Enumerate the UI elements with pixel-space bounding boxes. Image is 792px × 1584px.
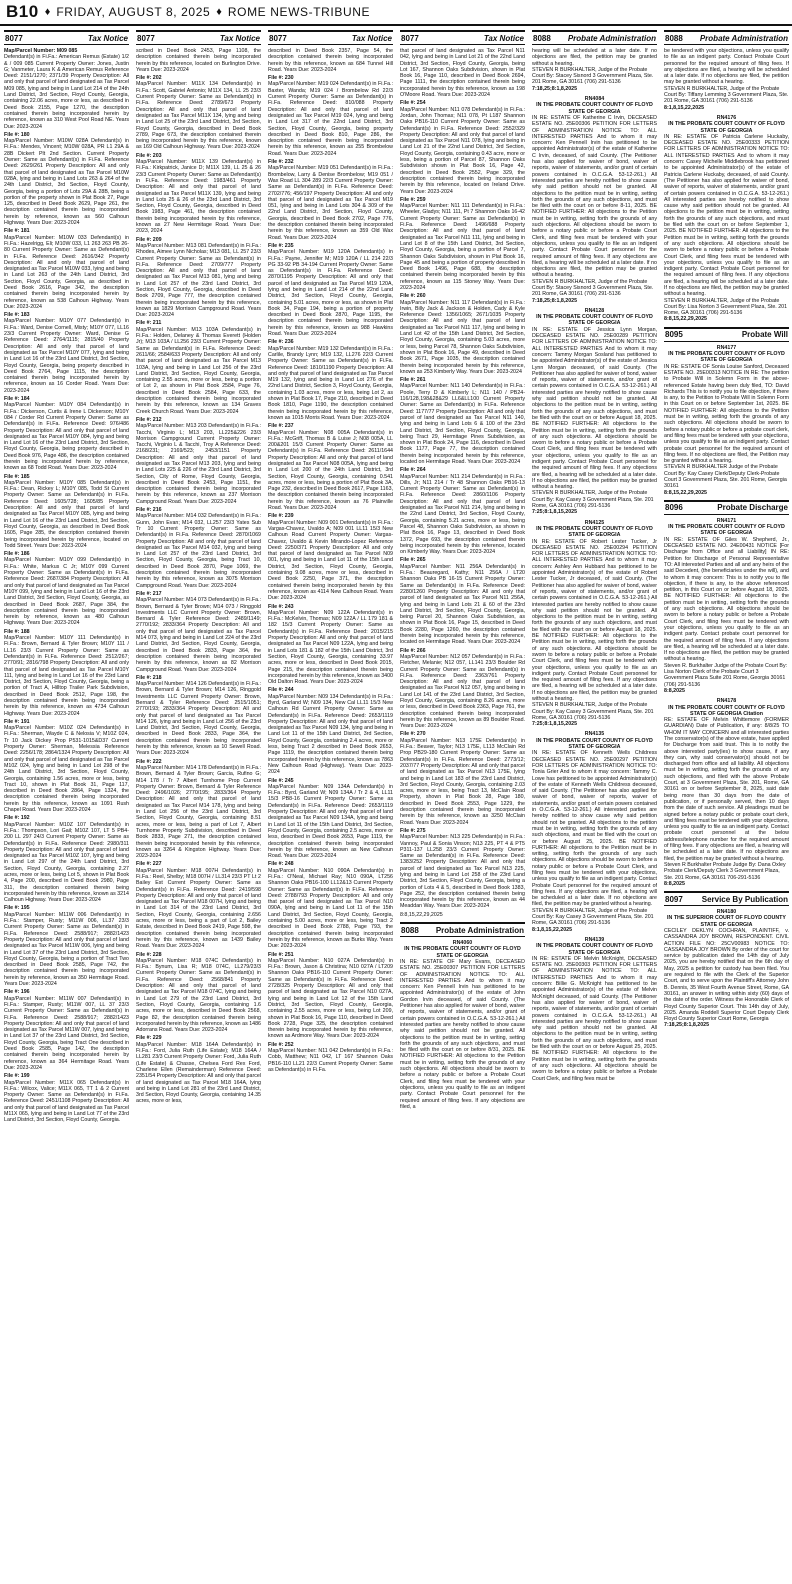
publication-date: FRIDAY, AUGUST 8, 2025 — [56, 5, 211, 19]
notice-signature: STEVEN R BURKHALTER, Judge of the Probate Court By: Kay Casey 3 Government Plaza, Ste. 201 Rome, GA 30161 (706) 291-5136 — [532, 907, 654, 927]
entry-text: scribed in Deed Book 2453, Page 1108, the description contained therein being incorporated herein by this reference, located on Burlington Drive. Years Due: 2023-2024 — [136, 48, 261, 73]
category-code: 8077 — [269, 33, 287, 43]
notice-court: IN THE PROBATE COURT COUNTY OF FLOYD STATE OF GEORGIA — [536, 102, 653, 115]
legal-notice — [400, 940, 525, 1110]
tax-notice-entry — [4, 132, 129, 226]
entry-file-number: File #: 216 — [136, 507, 162, 514]
entry-file-number: File #: 261 — [400, 377, 426, 384]
notice-run-dates: 7:18,25;8:1,8,2025 — [532, 297, 578, 304]
tax-notice-entry — [268, 75, 393, 157]
notice-number: RN4178 — [716, 698, 737, 705]
notice-run-dates: 8:8,15,22,29,2025 — [664, 316, 708, 323]
tax-notice-entry — [136, 153, 261, 235]
legal-notice — [532, 731, 657, 933]
notice-number: RN4176 — [716, 114, 737, 121]
notice-court: IN THE PROBATE COURT COUNTY OF FLOYD STATE OF GEORGIA — [404, 946, 521, 959]
entry-file-number: File #: 265 — [400, 557, 426, 564]
tax-notice-entry — [4, 312, 129, 394]
entry-text: Map/Parcel Number: M11X 065 Defendant(s) in Fi.Fa.: Wilcox, Valice; M11X 065, TT 1 & 2 Current Property Owner: Same as Defendant(s) in Fi.Fa. Reference Deed: 2451/1108 Property Description: All and only that parcel of land designated as Tax Parcel M11X 065, lying and being in Land Lot 77 of the 23rd Land District, 3rd Section, Floyd County, Georgia. — [4, 1079, 129, 1124]
entry-text: Map/Parcel Number: N13 175E Defendant(s) in Fi.Fa.: Beaver, Taylor; N13 175E, L113 McClain Rd Prop PB29-180 Current Property Owner: Same as Defendant(s) in Fi.Fa. Reference Deed: 2773/12; 2037/77 Property Description: All and only that parcel of land designated as Tax Parcel N13 175E, lying and being in Land Lot 183 of the 23rd Land District, 3rd Section, Floyd County, Georgia, containing 2.03 acres, more or less, being Tract 13, McClain Road Property, shown in Plat Book 28, Page 180, described in Deed Book 2553, Page 1229, the description contained therein being incorporated herein by this reference, known as 3250 McClain Road. Years Due: 2023-2024 — [400, 737, 525, 826]
entry-file-number: File #: 211 — [136, 320, 162, 327]
separator-diamond-icon: ♦ — [44, 6, 51, 18]
tax-notice-entry — [136, 675, 261, 757]
tax-notice-entry — [268, 339, 393, 421]
entry-file-number: File #: 248 — [268, 861, 294, 868]
category-header-tax-notice — [4, 30, 129, 45]
category-title: Tax Notice — [87, 33, 128, 43]
category-header-probate-will — [664, 327, 789, 342]
entry-text: 8:8,15,22,29,2025 — [400, 911, 443, 918]
tax-notice-entry — [136, 952, 261, 1034]
entry-list — [136, 48, 261, 1105]
entry-text: Map/Parcel Number: M10Y 085 Defendant(s) in Fi.Fa.: Dean, Rickey L; M10Y 085, Todd St Current Property Owner: Same as Defendant(s) in Fi.Fa. Reference Deed: 1605/728; 1605/85 Property Description: All and only that parcel of land designated as Tax Parcel M10Y 085, lying and being in Land Lot 16 of the 23rd Land District, 3rd Section, Floyd County, Georgia, as described in Deed Book 1605, Page 285, the description contained therein being incorporated herein by reference, located on Todd Street. Years Due: 2023-2024 — [4, 479, 129, 549]
tax-notice-entry — [136, 237, 261, 319]
entry-file-number: File #: 232 — [268, 159, 294, 166]
entry-text: Map/Parcel Number: M19 024 Defendant(s) in Fi.Fa.: Baxter, Wanda; M19 024 / Brombelow Rd 22/3 Current Property Owner: Same as Defendant(s) in Fi.Fa. Reference Deed: 810/088 Property Description: All and only that parcel of land designated as Tax Parcel M19 024, lying and being in Land Lot 317 of the 22nd Land District, 3rd Section, Floyd County, Georgia, being property described in Deed Book 810, Page 286, the description contained therein being incorporated herein by this reference, known as 255 Brombelow Road. Years Due: 2023-2024 — [268, 81, 393, 157]
entry-text: Map/Parcel Number: N12 057 Defendant(s) in Fi.Fa.: Fletcher, Melanie; N12 057, LL141 23/3 Boulder Rd Current Property Owner: Same as Defendant(s) in Fi.Fa. Reference Deed: 2363/761 Property Description: All and only that parcel of land designated as Tax Parcel N12 057, lying and being in Land Lot 141 of the 23rd Land District, 3rd Section, Floyd County, Georgia, containing 8.26 acres, more or less, described in Deed Book 2363, Page 761, the description contained therein being incorporated herein by this reference, known as 89 Boulder Road. Years Due: 2023-2024 — [400, 653, 525, 730]
tax-notice-entry — [400, 293, 525, 375]
notice-number: RN4177 — [716, 344, 737, 351]
entry-text: Map/Parcel Number: M11W 006 Defendant(s) in Fi.Fa.: Stamper, Rusty; M11W 006, LL37 23/3 Current Property Owner: Same as Defendant(s) in Fi.Fa. Reference Deed: 2588/917; 2882/1423 Property Description: All and only that parcel of land designated as Tax Parcel M11W 006, lying and being in Land Lot 37 of the 23rd Land District, 3rd Section, Floyd County, Georgia, being a portion of Tract Two described in Deed Book 2585, Page 742, the description contained therein being incorporated herein by reference, known as 350 Hermitage Road. Years Due: 2023-2024 — [4, 911, 129, 988]
entry-file-number: File #: 251 — [268, 951, 294, 958]
entry-text: Map/Parcel Number: M10Y 084 Defendant(s) in Fi.Fa.: Dickerson, Curtis & Irene L Dickerson; M10Y 084 / Corder Rd Current Property Owner: Same as Defendant(s) in Fi.Fa. Reference Deed: 976/486 Property Description: All and only that parcel of land designated as Tax Parcel M10Y 084, lying and being in Land Lot 16 of the 23rd Land District, 3rd Section, Floyd County, Georgia, being property described in Deed Book 976, Page 486, the description contained therein being incorporated herein by reference, known as 68 Todd Road. Years Due: 2023-2024 — [4, 402, 129, 472]
tax-notice-entry — [400, 48, 525, 98]
category-header-probate-discharge — [664, 500, 789, 515]
category-code: 8097 — [665, 894, 683, 904]
notice-list — [664, 48, 789, 323]
tax-notice-entry — [268, 513, 393, 601]
entry-text: Map/Parcel Number: M10W 033 Defendant(s) in Fi.Fa.: Hazelrigg, Eli; M10W 033, L1 263 263 PB 26-80 Current Property Owner: Same as Defendant(s) in Fi.Fa. Reference Deed: 2616/342 Property Description: All and only that parcel of land designated as Tax Parcel M10W 033, lying and being in Land Lot 263 of the 24th Land District, 3rd Section, Floyd County, Georgia, as described in Deed Book 2616, Page 342, the description contained therein being incorporated herein by reference, known as 538 Calhoun Highway. Years Due: 2023-2024 — [4, 234, 129, 310]
notice-signature: Steven R Burkhalter Probate Judge By: Dana Oxley Probate Clerk/Deputy Clerk 3 Government Plaza, Ste. 201 Rome, GA 30161 706-291-5136 — [664, 861, 786, 881]
category-code: 8088 — [665, 33, 683, 43]
category-title: Probate Administration — [699, 33, 788, 43]
entry-file-number: File #: 239 — [268, 513, 294, 520]
entry-text: Map/Parcel Number: N11 078 Defendant(s) in Fi.Fa.: Jordan, John Thomas; N11 078, Pt L187 Shannon Oaks PB16-110 Current Property Owner: Same as Defendant(s) in Fi.Fa. Reference Deed: 2552/329 Property Description: All and only that parcel of land designated as Tax Parcel N11 078, lying and being in Land Lot 21 of the 22nd Land District, 3rd Section, Floyd County, Georgia, containing 0.43 acre, more or less, being a portion of Parcel 87, Shannon Oaks Subdivision shown in Plat Book 16, Page 42, described in Deed Book 2552, Page 329, the description contained therein being incorporated herein by this reference, located on Ireland Drive. Years Due: 2023-2024 — [400, 106, 525, 195]
legal-notice — [664, 48, 789, 111]
entry-text: Map/Parcel Number: N08 005A Defendant(s) in Fi.Fa.: McGriff, Thomas B & Luise J; N08 005A, LL 200&201 15/3 Current Property Owner: Same as Defendant(s) in Fi.Fa. Reference Deed: 2611/1644 Property Description: All and only that parcel of land designated as Tax Parcel N08 005A, lying and being in Land Lot 200 of the 24th Land District, 3rd Section, Floyd County, Georgia, containing 0.541 acres, more or less, being a portion of Plat Book 3A, Page 232, described in Deed Book 2617, Page 1163, the description contained therein being incorporated herein by this reference, known as 76 Plainville Road. Years Due: 2023-2024 — [268, 429, 393, 512]
notice-run-dates: 8:8,15,22,29,2025 — [664, 489, 708, 496]
notice-body: IN RE: ESTATE OF Patricia Carlene Huckaby, DECEASED ESTATE NO. 25E00333 PETITION FOR LETTERS OF ADMINISTRATION NOTICE TO: ALL INTERESTED PARTIES And to whom it may concern: Casey Michelle Middlebrook has petitioned to be appointed Administrator(s) of the estate of Patricia Carlene Huckaby, deceased, of said County. (The Petitioner has also applied for waiver of bond, waiver of reports, waiver of statements, and/or grant of certain powers contained in O.C.G.A. 53-12-261.) All interested parties are hereby notified to show cause why said petition should not be granted. All objections to the petition must be in writing, setting forth the grounds of any such objections, and must be filed with the court on or before September 1, 2025. BE NOTIFIED FURTHER: All objections to the Petition must be in writing, setting forth the grounds of any such objections. All objections should be sworn to before a notary public or before a Probate Court Clerk, and filing fees must be tendered with your objections, unless you qualify to file as an indigent party. Contact Probate Court personnel for the required amount of filing fees. If any objections are filed, a hearing will be scheduled at a later date. If no objections are filed, the petition may be granted without a hearing. — [664, 133, 789, 298]
notice-body: CECILEY DEKLYN COCHRAN, PLAINTIFF, v. CASSANDRA JOY BROWN, RESPONDENT. CIVIL ACTION FILE NO: 25CV00983 NOTICE TO: CASSANDRA JOY BROWN By order of the court for service by publication dated the 14th day of July 2025, you are hereby notified that on the 6th day of May, 2025 a petition for custody has been filed. You are required to file with the Clerk of the Superior Court, and to serve upon the Plaintiff's Attorney John B. Dennis, 35 West Fourth Avenue Street, Rome, GA 30161, an answer in writing within sixty (60) days of the date of the order. Witness the Honorable Clerk of Floyd County Superior Court. This 14th day of July, 2025. Amanda Roddell Superior Court Deputy Clerk Floyd County Superior Court Rome, Georgia — [664, 928, 789, 1023]
notice-run-dates: 8:1,8,15,22,2025 — [664, 104, 705, 111]
entry-file-number: File #: 243 — [268, 603, 294, 610]
tax-notice-entry — [268, 687, 393, 775]
entry-text: Map/Parcel Number: N10 027A Defendant(s) in Fi.Fa.: Brown, Jason & Christina; N10 027A / LT209 Shannon Oaks PB16-110 Current Property Owner: Same as Defendant(s) in Fi.Fa. Reference Deed: 2728/325 Property Description: All and only that parcel of land designated as Tax Parcel N10 027A, lying and being in Land Lot 12 of the 15th Land District, 3rd Section, Floyd County, Georgia, containing 2.55 acres, more or less, being Lot 209, shown in Plat Book 16, Page 110, described in Deed Book 2728, Page 325, the description contained therein being incorporated herein by this reference, known as Ardmore Way. Years Due: 2023-2024 — [268, 957, 393, 1040]
notice-court: IN THE PROBATE COURT COUNTY OF FLOYD STATE OF GEORGIA — [668, 524, 785, 537]
notice-court: IN THE PROBATE COURT COUNTY OF FLOYD STATE OF GEORGIA — [668, 351, 785, 364]
tax-notice-entry — [268, 159, 393, 241]
entry-text: Map/Parcel Number: M13 103A Defendant(s) in Fi.Fa.: Holden, Delaney & Thomas Everett (Holden Jr); M13 103A / LL256 23/3 Current Property Owner: Same as Defendant(s) in Fi.Fa. Reference Deed: 2611/66; 2584/633 Property Description: All and only that parcel of land designated as Tax Parcel M13 103A, lying and being in Land Lot 256 of the 23rd Land District, 3rd Section, Floyd County, Georgia, containing 2.55 acres, more or less, being a portion of Lot 2, as shown in Plat Book 2584, Page 76, described in Deed Book 2584, Page 633, the description contained therein being incorporated herein by this reference, known as 134 Graves Creek Church Road. Years Due: 2023-2024 — [136, 326, 261, 415]
category-title: Probate Will — [741, 330, 788, 340]
entry-file-number: File #: 185 — [4, 473, 30, 480]
notice-run-dates: 8:1,8,15,22,2025 — [532, 926, 573, 933]
category-header-probate-admin — [400, 922, 525, 937]
notice-body: IN RE: ESTATE OF Sonia Louise Sanford, Deceased ESTATE NO. 25E00313 NOTICE IN RE: The petition to Probate Will in Solemn Form in the above-referenced Estate having been duly filed, TO: David Richards This is to notify you to file objection, if there is any, to the Petition to Probate Will in Solemn Form in this Court on or before September 1st, 2025. BE NOTIFIED FURTHER: All objections to the Petition must be in writing, setting forth the grounds of any such objections. All objections should be sworn to before a notary public or before a probate court clerk, and filing fees must be tendered with your objections, unless you qualify to file as an indigent party. Contact probate court personnel for the required amount of filing fees. If no objections are filed, the Petition may be granted without a hearing. — [664, 363, 789, 465]
separator-diamond-icon-2: ♦ — [216, 6, 222, 18]
entry-file-number: Map/Parcel Number: M09 085 — [4, 48, 78, 54]
notice-body: IN RE: ESTATE OF Melvin McKnight, DECEASED ESTATE NO. 25E00303 PETITION FOR LETTERS OF ADMINISTRATION NOTICE TO: ALL INTERESTED PARTIES And to whom it may concern: Billie G. McKnight has petitioned to be appointed Administrator(s) of the estate of Melvin McKnight deceased, of said County. (The Petitioner has also applied for waiver of bond, waiver of reports, waiver of statements, and/or grant of certain powers contained in O.C.G.A. 53-12-261.) All interested parties are hereby notified to show cause why said petition should not be granted. All objections to the petition must be in writing, setting forth the grounds of any such objections, and must be filed with the court on or before August 25, 2025. BE NOTIFIED FURTHER: All objections to the Petition must be in writing, setting forth the grounds of any such objections. All objections should be sworn to before a notary public or before a Probate Court Clerk, and filing fees must be — [532, 955, 657, 1082]
entry-text: Map/Parcel Number: M14 178 Defendant(s) in Fi.Fa.: Brown, Bernard & Tyler Brown; Garcia, Rufino G; M14 178 / Tr 7 Albert Turnhome Prop Current Property Owner: Brown, Bernard & Tyler Reference Deed: 2496/1026; 2770/195; 2833/364 Property Description: All and only that parcel of land designated as Tax Parcel M14 178, lying and being in Land Lot 256 of the 23rd Land District, 3rd Section, Floyd County, Georgia, containing 8.51 acres, more or less, being a part of Lot 7, Albert Turnhome Property Subdivision, described in Deed Book 2833, Page 271, the description contained therein being incorporated herein by this reference, known as 3264 & Kingston Highway. Years Due: 2023-2024 — [136, 764, 261, 860]
notice-court: IN THE PROBATE COURT COUNTY OF FLOYD STATE OF GEORGIA — [536, 737, 653, 751]
category-header-tax-notice — [268, 30, 393, 45]
entry-file-number: File #: 222 — [136, 758, 162, 765]
notice-run-dates: 7:18,25;8:1,8,2025 — [664, 1022, 710, 1029]
entry-text: Map/Parcel Number: N09 122A Defendant(s) in Fi.Fa.: McKelvin, Thomas; N09 122A / LL 179 181 & 182 15/3 Current Property Owner: Same as Defendant(s) in Fi.Fa. Reference Deed: 2015/215 Property Description: All and only that parcel of land designated as Tax Parcel N09 122A, lying and being in Land Lots 181 & 182 of the 15th Land District, 3rd Section, Floyd County, Georgia, containing 33.97 acres, more or less, described in Deed Book 2015, Page 215, the description contained therein being incorporated herein by this reference, known as 3400 Old Dalton Road. Years Due: 2023-2024 — [268, 609, 393, 686]
entry-file-number: File #: 252 — [268, 1041, 294, 1048]
entry-file-number: File #: 260 — [400, 293, 426, 300]
notice-body: hearing will be scheduled at a later date. If no objections are filed, the petition may be granted without a hearing. — [532, 48, 657, 67]
entry-file-number: File #: 236 — [268, 339, 294, 346]
notice-number: RN4135 — [584, 731, 605, 738]
entry-file-number: File #: 230 — [268, 75, 294, 82]
notice-body: IN RE: ESTATE OF Giles W. Shepherd, Jr., DECEASED ESTATE NO. 24E00431 NOTICE [For Discharge from Office and all Liability] IN RE: Petition for Discharge of Personal Representative TO: All interested Parties and all and any heirs of the said Decedent, (the beneficiaries under the will), and to whom it may concern: This is to notify you to file objection, if there is any, to the above referenced petition, in this Court on or before August 18, 2025. BE NOTIFIED FURTHER: All objections to the petition must be in writing, setting forth the grounds of any such objections. All objections should be sworn to before a notary public or before a Probate Court Clerk, and filing fees must be tendered with your objections, unless you qualify to file as an indigent party. Contact probate court personnel for the required amount of filing fees. If any objections are filed, a hearing will be scheduled at a later date. If no objections are filed, the petition may be granted without a hearing. — [664, 536, 789, 663]
entry-text: Map/Parcel Number: M10Y 077 Defendant(s) in Fi.Fa.: Ward, Denise Cornell, Misty; M10Y 077, LL16 23/3 Current Property Owner: Ward, Denise G Reference Deed: 2764/1115; 2815/40 Property Description: All and only that parcel of land designated as Tax Parcel M10Y 077, lying and being in Land Lot 16 of the 23rd Land District, 3rd Section, Floyd County, Georgia, being property described in Deed Book 2764, Page 1115, the description contained therein being incorporated herein by reference, known as 16 Corder Road. Years Due: 2023-2024 — [4, 318, 129, 394]
entry-text: Map/Parcel Number: M14 073 Defendant(s) in Fi.Fa.: Brown, Bernard & Tyler Brown; M14 073 / Ringgold Investments LLC Current Property Owner: Brown, Bernard & Tyler Reference Deed: 2489/1149; 2770/192; 2833/364 Property Description: All and only that parcel of land designated as Tax Parcel M14 073, lying and being in Land Lot 224 of the 23rd Land District, 3rd Section, Floyd County, Georgia, described in Deed Book 2833, Page 364, the description contained therein being incorporated herein by this reference, known as 82 Morrison Campground Road. Years Due: 2023-2024 — [136, 597, 261, 673]
notice-court: IN THE PROBATE COURT COUNTY OF FLOYD STATE OF GEORGIA — [536, 943, 653, 956]
entry-file-number: File #: 227 — [136, 861, 162, 868]
legal-notice — [532, 520, 657, 728]
tax-notice-entry — [4, 551, 129, 627]
category-code: 8096 — [665, 503, 683, 513]
tax-notice-entry — [136, 48, 261, 73]
category-header-tax-notice — [136, 30, 261, 45]
tax-notice-entry — [136, 759, 261, 860]
tax-notice-entry — [400, 197, 525, 291]
notice-court: IN THE PROBATE COURT COUNTY OF FLOYD STATE OF GEORGIA — [668, 121, 785, 134]
entry-text: Map/Parcel Number: M10W 028A Defendant(s) in Fi.Fa.: Mendes, Vincent; M10W 028A, PR L1 29A & 28B Dickert Plt 2nd Section. Current Property Owner: Same as Defendant(s) in Fi.Fa. Reference Deed: 2629/261 Property Description: All and only that parcel of land designated as Tax Parcel M10W 028A, lying and being in Land Lots 263 & 264 of the 24th Land District, 3rd Section, Floyd County, Georgia, being a portion of Lots 29A & 28B, being a portion of the property shown in Plat Book 27, Page 125, described in Deed Book 2629, Page 261, the description contained therein being incorporated herein by reference, known as 560 Calhoun Highway. Years Due: 2023-2024 — [4, 138, 129, 227]
entry-text: Map/Parcel Number: M13 203 Defendant(s) in Fi.Fa.: Tacchi, Virginio L; M13 203, LL225&226 23/3 Morrison Campground Current Property Owner: Tacchi, Virginio L & Tacchi, Troy A Reference Deed: 2168/231; 2169/523; 2453/1151 Property Description: All and only that parcel of land designated as Tax Parcel M13 203, lying and being in Land Lots 225 & 226 of the 23rd Land District, 3rd Section, City of Rome, Floyd County, Georgia, described in Deed Book 2453, Page 1151, the description contained therein being incorporated herein by this reference, known as 237 Morrison Campground Road. Years Due: 2023-2024 — [136, 423, 261, 505]
notice-run-dates: 8:8,2025 — [664, 687, 685, 694]
tax-notice-entry — [136, 1035, 261, 1104]
category-code: 8095 — [665, 330, 683, 340]
entry-text: Map/Parcel Number: N09 001 Defendant(s) in Fi.Fa.: Vargas-Chavez, Uvaldo A; N09 001 LL11 15/3 New Calhoun Road Current Property Owner: Vargas-Chavez, Uvaldo & Kevin Mirando-Lopez Reference Deed: 2250/371 Property Description: All and only that parcel of land designated as Tax Parcel N09 001, lying and being in Land Lot 11 of the 15th Land District, 3rd Section, Floyd County, Georgia, containing 9.08 acres, more or less, described in Deed Book 2250, Page 371, the description contained therein being incorporated herein by this reference, known as 4114 New Calhoun Road. Years Due: 2023-2024 — [268, 519, 393, 602]
entry-list — [4, 48, 129, 1124]
entry-file-number: File #: 235 — [268, 242, 294, 249]
tax-notice-entry — [136, 861, 261, 949]
notice-signature: STEVEN R BURKHALTER, Judge of the Probate Court By: Lisa Norton 3 Government Plaza, Ste. 201 Rome, GA 30161 (706) 291-5136 — [664, 297, 788, 317]
category-header-tax-notice — [400, 30, 525, 45]
notice-body: IN RE: ESTATE OF Katherine C Irvin, DECEASED ESTATE NO. 25E00306 PETITION FOR LETTERS OF ADMINISTRATION NOTICE TO: ALL INTERESTED PARTIES And to whom it may concern: Ken Pennell Irvin has petitioned to be appointed Administrator(s) of the estate of Katherine C Irvin, deceased, of said County. (The Petitioner has also applied for waiver of bond, waiver of reports, waiver of statements, and/or grant of certain powers contained in O.C.G.A. 53-12-261.) All interested parties are hereby notified to show cause why said petition should not be granted. All objections to the petition must be in writing, setting forth the grounds of any such objections, and must be filed with the court on or before 8-11, 2025. BE NOTIFIED FURTHER: All objections to the Petition must be in writing, setting forth the grounds of any such objections. All objections should be sworn to before a notary public or before a Probate Court Clerk, and filing fees must be tendered with your objections, unless you qualify to file as an indigent party. Contact Probate Court personnel for the required amount of filing fees. If any objections are filed, a hearing will be scheduled at a later date. If no objections are filed, the petition may be granted without a hearing. — [532, 114, 657, 279]
legal-notice — [664, 909, 789, 1029]
tax-notice-entry — [4, 228, 129, 310]
entry-text: Map/Parcel Number: M19 120A Defendant(s) in Fi.Fa.: Payne, Jennifer M; M19 120A / LL 214 22/3 PG 33-92 PB 34-194 Current Property Owner: Same as Defendant(s) in Fi.Fa. Reference Deed: 2870/1195 Property Description: All and only that parcel of land designated as Tax Parcel M19 120A, lying and being in Land Lot 214 of the 22nd Land District, 3rd Section, Floyd County, Georgia, containing 5.01 acres, more or less, as shown in Plat Book 34, Page 194, being a portion of property described in Deed Book 2870, Page 1195, the description contained therein being incorporated herein by this reference, known as 988 Hawkins Road. Years Due: 2023-2024 — [268, 249, 393, 338]
tax-notice-entry — [268, 778, 393, 860]
notice-signature: STEVEN R BURKHALTER, Judge of the Probate Court By: Kay Casey 3 Government Plaza, Ste. 201 Rome, GA 30161 (706) 291-5136 — [532, 702, 654, 721]
entry-file-number: File #: 202 — [136, 75, 162, 82]
tax-notice-entry — [136, 75, 261, 151]
notice-signature: STEVEN R BURKHALTER, Judge of the Probate Court By: Kay Casey 3 Government Plaza, Ste. 201 Rome, GA 30161 (706) 291-5136 — [532, 490, 654, 510]
legal-notice — [664, 115, 789, 323]
category-title: Tax Notice — [483, 33, 524, 43]
entry-text: Map/Parcel Number: M18 074C Defendant(s) in Fi.Fa.: Bynum, Lisa R; M18 074C, LL279/23/3 Current Property Owner: Same as Defendant(s) in Fi.Fa. Reference Deed: 2568/841 Property Description: All and only that parcel of land designated as Tax Parcel M18 074C, lying and being in Land Lot 279 of the 23rd Land District, 3rd Section, Floyd County, Georgia, containing 1.6 acres, more or less, described in Deed Book 2568, Page 82, the description contained therein being incorporated herein by this reference, known as 1486 Adorrans Road. Years Due: 2023-2024 — [136, 957, 261, 1034]
tax-notice-entry — [400, 377, 525, 465]
entry-text: Map/Parcel Number: M19 132 Defendant(s) in Fi.Fa.: Carlile, Brandy Lynn; M19 132, LL276 22/3 Current Property Owner: Same as Defendant(s) in Fi.Fa. Reference Deed: 1810/1190 Property Description: All and only that parcel of land designated as Tax Parcel M19 132, lying and being in Land Lot 276 of the 22nd Land District, Section 3, Floyd County, Georgia, containing 1.03 acres, more or less, being Lot 2, as shown in Plat Book 17, Page 210, described in Deed Book 1810, Page 1190, the description contained therein being incorporated herein by this reference, known as 1015 Morris Road. Years Due: 2023-2024 — [268, 345, 393, 421]
entry-file-number: File #: 229 — [136, 1035, 162, 1042]
legal-notice — [664, 345, 789, 496]
tax-notice-entry — [268, 243, 393, 337]
entry-file-number: File #: 181 — [4, 228, 30, 235]
notice-number: RN4180 — [716, 909, 737, 916]
notice-body: IN RE: ESTATE OF Jessica Lynn Morgan, DECEASED ESTATE NO. 25E00289 PETITION FOR LETTERS OF ADMINISTRATION NOTICE TO: ALL INTERESTED PARTIES And to whom it may concern: Tammy Morgan Sosland has petitioned to be appointed Administrator(s) of the estate of Jessica Lynn Morgan deceased, of said County. (The Petitioner has also applied for waiver of bond, waiver of reports, waiver of statements, and/or grant of certain powers contained in O.C.G.A. 53-12-261.) All interested parties are hereby notified to show cause why said petition should not be granted. All objections to the petition must be in writing, setting forth the grounds of any such objections, and must be filed with the court on or before August 18, 2025. BE NOTIFIED FURTHER: All objections to the Petition must be in writing, setting forth the grounds of any such objections. All objections should be sworn to before a notary public or before a Probate Court Clerk, and filing fees must be tendered with your objections, unless you qualify to file as an indigent party. Contact Probate Court personnel for the required amount of filing fees. If any objections are filed, a hearing will be scheduled at a later date. If no objections are filed, the petition may be granted without a hearing. — [532, 326, 657, 491]
notice-signature: STEVEN R BURKHALTER, Judge of the Probate Court By: Stacey Sisnord 3 Government Plaza, Ste. 201 Rome, GA 30161 (706) 291-5136 — [532, 278, 654, 298]
entry-file-number: File #: 275 — [400, 827, 426, 834]
notice-number: RN4084 — [584, 96, 605, 103]
entry-file-number: File #: 199 — [4, 1073, 30, 1080]
tax-notice-entry — [4, 1073, 129, 1123]
entry-text: Map/Parcel Number: N09 134A Defendant(s) in Fi.Fa.: Byrd, Garland W; N09 134A / Tr 2 & 4, LL11 15/3 PB8-16 Current Property Owner: Same as Defendant(s) in Fi.Fa. Reference Deed: 2653/1119 Property Description: All and only that parcel of land designated as Tax Parcel N09 134A, lying and being in Land Lot 11 of the 15th Land District, 3rd Section, Floyd County, Georgia, containing 2.5 acres, more or less, described in Deed Book 2653, Page 1119, the description contained therein being incorporated herein by this reference, known as New Calhoun Road. Years Due: 2023-2024 — [268, 783, 393, 860]
category-header-service-by-publication — [664, 891, 789, 906]
notice-run-dates: 7:25;8:1,8,15,2025 — [532, 509, 578, 516]
tax-notice-entry — [4, 815, 129, 903]
entry-file-number: File #: 186 — [4, 551, 30, 558]
notice-body: be tendered with your objections, unless you qualify to file as an indigent party. Contact Probate Court personnel for the required amount of filing fees. If any objections are filed, a hearing will be scheduled at a later date. If no objections are filed, the petition may be granted without a hearing. — [664, 48, 789, 86]
notice-list — [664, 518, 789, 887]
entry-file-number: File #: 209 — [136, 236, 162, 243]
legal-notice — [532, 48, 657, 92]
entry-text: Map/Parcel Number: M11X 134 Defendant(s) in Fi.Fa.: Scott, Gabriel Antonio; M11X 134, LL 25 23/3 Current Property Owner: Same as Defendant(s) in Fi.Fa. Reference Deed: 2789/673 Property Description: All and only that parcel of land designated as Tax Parcel M11X 134, lying and being in Land Lot 25 of the 23rd Land District, 3rd Section, Floyd County, Georgia, described in Deed Book 2789, Page 673, the description contained therein being incorporated herein by this reference, known as 169 Old Calhoun Highway. Years Due: 2023-2024 — [136, 81, 261, 151]
entry-file-number: File #: 237 — [268, 423, 294, 430]
category-title: Tax Notice — [351, 33, 392, 43]
notice-signature: STEVEN R BURKHALTER, Judge of the Probate Court By: Stacey Sisnord 3 Government Plaza, Ste. 201 Rome, GA 30161 (706) 291-5136 — [532, 66, 654, 86]
entry-file-number: File #: 188 — [4, 628, 30, 635]
classifieds-columns — [4, 30, 790, 1580]
entry-text: described in Deed Book 2357, Page 54, the description contained therein being incorporated herein by this reference, known as 684 Tunnel Hill Road. Years Due: 2023-2024 — [268, 48, 393, 73]
entry-file-number: File #: 266 — [400, 647, 426, 654]
entry-text: Map/Parcel Number: M11W 007 Defendant(s) in Fi.Fa.: Stamper, Rusty; M11W 007, LL 37 23/3 Current Property Owner: Same as Defendant(s) in Fi.Fa. Reference Deed: 2588/917; 2882/1423 Property Description: All and only that parcel of land designated as Tax Parcel M11W 007, lying and being in Land Lot 37 of the 23rd Land District, 3rd Section, Floyd County, Georgia, being Tract One described in Deed Book 2585, Page 142, the description contained therein being incorporated herein by reference, known as 364 Hermitage Road. Years Due: 2023-2024 — [4, 995, 129, 1071]
entry-file-number: File #: 217 — [136, 590, 162, 597]
notice-run-dates: 8:8,2025 — [664, 880, 685, 887]
entry-file-number: File #: 191 — [4, 718, 30, 725]
category-code: 8088 — [401, 925, 419, 935]
page-masthead — [0, 0, 792, 26]
tax-notice-entry — [4, 396, 129, 472]
category-title: Probate Administration — [567, 33, 656, 43]
entry-file-number: File #: 264 — [400, 467, 426, 474]
notice-number: RN4171 — [716, 517, 737, 524]
entry-text: Map/Parcel Number: M10Y 099 Defendant(s) in Fi.Fa.: White, Markus C Jr; M10Y 099 Current Property Owner: Same as Defendant(s) in Fi.Fa. Reference Deed: 2687/384 Property Description: All and only that parcel of land designated as Tax Parcel M10Y 099, lying and being in Land Lot 16 of the 23rd Land District, 3rd Section, Floyd County, Georgia, as described in Deed Book 2687, Page 384, the description contained therein being incorporated herein by reference, known as 480 Calhoun Highway. Years Due: 2023-2024 — [4, 557, 129, 627]
tax-notice-entry — [400, 557, 525, 645]
notice-run-dates: 7:18,25;8:1,8,2025 — [532, 85, 578, 92]
entry-text: Map/Parcel Number: M10Y 111 Defendant(s) in Fi.Fa.: Brown, Bernard & Tyler Brown; M10Y 111 / LL16 23/3 Current Property Owner: Same as Defendant(s) in Fi.Fa. Reference Deed: 2512/267; 2770/91; 2816/798 Property Description: All and only that parcel of land designated as Tax Parcel M10Y 111, lying and being in Land Lot 16 of the 23rd Land District, 3rd Section, Floyd County, Georgia, being a portion of Tract A, Hilltop Trailer Park Subdivision, described in Deed Book 2512, Page 198, the description contained therein being incorporated herein by this reference, known as 4734 Calhoun Highway. Years Due: 2023-2024 — [4, 635, 129, 717]
entry-text: Map/Parcel Number: N11 042 Defendant(s) in Fi.Fa.: Cobb, Matthew; N11 042, LT 167 Shannon Oaks PB16-110 LL21 22/3 Current Property Owner: Same as Defendant(s) in Fi.Fa. — [268, 1048, 393, 1073]
column-2 — [136, 30, 261, 1580]
notice-signature: STEVEN R BURKHALTER, Judge of the Probate Court By: Tiffany Lemming 3 Government Plaza, Ste. 201 Rome, GA 30161 (706) 291-5136 — [664, 85, 789, 105]
notice-court: IN THE PROBATE COURT COUNTY OF FLOYD STATE OF GEORGIA — [536, 314, 653, 327]
category-header-probate-admin — [664, 30, 789, 45]
entry-file-number: File #: 203 — [136, 152, 162, 159]
entry-text: Map/Parcel Number: M14 126 Defendant(s) in Fi.Fa.: Brown, Bernard & Tyler Brown; M14 126, Ringgold Investments LLC Current Property Owner: Brown, Bernard & Tyler Reference Deed: 2515/1051; 2770/193; 2833/364 Property Description: All and only that parcel of land designated as Tax Parcel M14 126, lying and being in Land Lot 256 of the 23rd Land District, 3rd Section, Floyd County, Georgia, described in Deed Book 2833, Page 364, the description contained therein being incorporated herein by this reference, known as 10 Sewell Road. Years Due: 2023-2024 — [136, 681, 261, 757]
notice-number: RN4125 — [584, 519, 605, 526]
tax-notice-entry — [400, 648, 525, 730]
tax-notice-entry — [4, 48, 129, 130]
entry-text: Map/Parcel Number: N11 256A Defendant(s) in Fi.Fa.: Beauregard, Kathy; N11 256A / LT20 Shannon Oaks PB 16-15 Current Property Owner: Same as Defendant(s) in Fi.Fa. Reference Deed: 2280/1260 Property Description: All and only that parcel of land designated as Tax Parcel N11 256A, lying and being in Land Lots 21 & 60 of the 23rd Land District, 3rd Section, Floyd County, Georgia, being Parcel 20, Shannon Oaks Subdivision, as shown in Plat Book 16, Page 15, described in Deed Book 2280, Page 1260, the description contained therein being incorporated herein by this reference, located on Hermitage Road. Years Due: 2023-2024 — [400, 563, 525, 646]
notice-run-dates: 7:25;8:1,8,15,2025 — [532, 721, 578, 728]
category-code: 8077 — [401, 33, 419, 43]
category-title: Probate Discharge — [717, 503, 788, 513]
category-code: 8077 — [137, 33, 155, 43]
entry-file-number: File #: 218 — [136, 674, 162, 681]
entry-file-number: File #: 196 — [4, 989, 30, 996]
entry-file-number: File #: 192 — [4, 815, 30, 822]
notice-number: RN4128 — [584, 307, 605, 314]
entry-text: Map/Parcel Number: M19 051 Defendant(s) in Fi.Fa.: Brombelow, Larry & Denise Brombelow; M19 051 / Wax Road LL 304 289 22/3 Current Property Owner: Same as Defendant(s) in Fi.Fa. Reference Deed: 2702/776; 456/197 Property Description: All and only that parcel of land designated as Tax Parcel M19 051, lying and being in Land Lots 304 & 309 of the 22nd Land District, 3rd Section, Floyd County, Georgia, described in Deed Book 2702, Page 776, the description contained therein being incorporated herein by this reference, known as 359 Old Wax Road. Years Due: 2023-2024 — [268, 165, 393, 241]
legal-notice — [532, 308, 657, 516]
notice-court: IN THE SUPERIOR COURT OF FLOYD COUNTY STATE OF GEORGIA — [667, 915, 786, 928]
entry-file-number: File #: 254 — [400, 100, 426, 107]
notice-signature: Steven R. Burkhalter Judge of the Probate Court By: Lisa Norton Clerk of the Probate Court 3 Government Plaza Suite 201 Rome, Georgia 30161 (706) 291-5136 — [664, 662, 788, 688]
category-title: Probate Administration — [435, 925, 524, 935]
legal-notice — [532, 96, 657, 304]
tax-notice-entry — [268, 423, 393, 511]
entry-text: Map/Parcel Number: N11 214 Defendant(s) in Fi.Fa.: Dills, Jr; N11 214 / Tr 48 Shannon Oaks PB16-13 Current Property Owner: Same as Defendant(s) in Fi.Fa. Reference Deed: 2860/1106 Property Description: All and only that parcel of land designated as Tax Parcel N11 214, lying and being in the 22nd Land District, 3rd Section, Floyd County, Georgia, containing 5.21 acres, more or less, being Parcel 48, Shannon Oaks Subdivision, as shown in Plat Book 16, Page 13, described in Deed Book 1372, Page 693, the description contained therein being incorporated herein by this reference, located on Kimberly Way. Years Due: 2023-2024 — [400, 473, 525, 556]
legal-notice — [664, 698, 789, 887]
tax-notice-entry — [4, 629, 129, 717]
category-title: Service By Publication — [701, 894, 788, 904]
tax-notice-entry — [136, 507, 261, 589]
tax-notice-entry — [268, 604, 393, 686]
entry-list — [400, 48, 525, 918]
page-number: B10 — [6, 2, 39, 21]
tax-notice-entry — [136, 320, 261, 414]
entry-file-number: File #: 244 — [268, 687, 294, 694]
entry-file-number: File #: 270 — [400, 731, 426, 738]
entry-text: Map/Parcel Number: M11X 139 Defendant(s) in Fi.Fa.: Kirkpatrick, Janice D; M11X 139, LL 25 & 26 23/3 Current Property Owner: Same as Defendant(s) in Fi.Fa. Reference Deed: 1983/461 Property Description: All and only that parcel of land designated as Tax Parcel M11X 139, lying and being in Land Lots 25 & 26 of the 23rd Land District, 3rd Section, Floyd County, Georgia, described in Deed Book 1983, Page 461, the description contained therein being incorporated herein by this reference, known as 27 New Hermitage Road. Years Due: 2023, 2024 — [136, 159, 261, 235]
tax-notice-entry — [268, 861, 393, 949]
entry-text: Map/Parcel Number: N11 117 Defendant(s) in Fi.Fa.: Irwin, Billy Jack & Jackson & Holden, Cady & Kyle Reference Deed: 1356/1065; 2671/1035 Property Description: All and only that parcel of land designated as Tax Parcel N11 117, lying and being in Land Lot 42 of the 15th Land District, 3rd Section, Floyd County, Georgia, containing 5.03 acres, more or less, being Parcel 78, Shannon Oaks Subdivision, shown in Plat Book 16, Page 49, described in Deed Book 2671, Page 1035, the description contained therein being incorporated herein by this reference, known as 253 Kimberly Way. Years Due: 2023-2024 — [400, 299, 525, 375]
column-5 — [532, 30, 657, 1580]
notice-court: IN THE PROBATE COURT COUNTY OF FLOYD STATE OF GEORGIA — [536, 525, 653, 539]
tax-notice-entry — [4, 719, 129, 813]
notice-list — [532, 48, 657, 1082]
entry-text: Map/Parcel Number: N09 134 Defendant(s) in Fi.Fa.: Byrd, Garland W; N09 134, New Cal LL11 15/3 New Calhoun Rd Current Property Owner: Same as Defendant(s) in Fi.Fa. Reference Deed: 2653/1119 Property Description: All and only that parcel of land designated as Tax Parcel N09 134, lying and being in Land Lot 11 of the 15th Land District, 3rd Section, Floyd County, Georgia, containing 2.4 acres, more or less, being Tract 2 described in Deed Book 2653, Page 1119, the description contained therein being incorporated herein by this reference, known as 7863 New Calhoun Road (Highway). Years Due: 2023-2024 — [268, 693, 393, 776]
entry-text: Map/Parcel Number: N11 140 Defendant(s) in Fi.Fa.: Poole, Terry D & Kimberly L; N11 140 / PB24-116/128,198&28&29 LL6&LL100 Current Property Owner: Same as Defendant(s) in Fi.Fa. Reference Deed: 1177/77 Property Description: All and only that parcel of land designated as Tax Parcel N11 140, lying and being in Land Lots 6 & 100 of the 23rd Land District, 3rd Section, Floyd County, Georgia, being Tract 29, Hermitage Pines Subdivision, as shown in Plat Book 24, Page 116, described in Deed Book 1177, Page 77, the description contained therein being incorporated herein by this reference, located on Hermitage Road. Years Due: 2023-2024 — [400, 383, 525, 465]
paper-name: ROME NEWS-TRIBUNE — [227, 5, 371, 19]
entry-file-number: File #: 212 — [136, 416, 162, 423]
tax-notice-entry — [4, 474, 129, 550]
entry-text: Map/Parcel Number: M10Z 107 Defendant(s) in Fi.Fa.: Thompson, Lori Gail; M10Z 107, LT 5 PB4-200 LL 297 24/3 Current Property Owner: Same as Defendant(s) in Fi.Fa. Reference Deed: 2980/311 Property Description: All and only that parcel of land designated as Tax Parcel M10Z 107, lying and being in Land Lot 297 of the 24th Land District, 3rd Section, Floyd County, Georgia, containing 2.27 acres, more or less, being Lot 5, shown in Plat Book 4, Page 200, described in Deed Book 2980, Page 311, the description contained therein being incorporated herein by this reference, known as 3214 Calhoun Highway. Years Due: 2023-2024 — [4, 821, 129, 904]
notice-body: IN RE: ESTATE OF Robert Lester Tucker, Jr DECEASED ESTATE NO. 25E00294 PETITION FOR LETTERS OF ADMINISTRATION NOTICE TO: ALL INTERESTED PARTIES And to whom it may concern: Ashley Ann Hubbard has petitioned to be appointed Administrator(s) of the estate of Robert Lester Tucker, Jr deceased, of said County. (The Petitioner has also applied for waiver of bond, waiver of reports, waiver of statements, and/or grant of certain powers contained in O.C.G.A. 53-12-261.) All interested parties are hereby notified to show cause why said petition should not be granted. All objections to the petition must be in writing, setting forth the grounds of any such objections, and must be filed with the court on or before August 18, 2025. BE NOTIFIED FURTHER: All objections to the Petition must be in writing, setting forth the grounds of any such objections. All objections should be sworn to before a notary public or before a Probate Court Clerk, and filing fees must be tendered with your objections, unless you qualify to file as an indigent party. Contact Probate Court personnel for the required amount of filing fees. If any objections are filed, a hearing will be scheduled at a later date. If no objections are filed, the petition may be granted without a hearing. — [532, 538, 657, 702]
entry-text: Map/Parcel Number: M18 164A Defendant(s) in Fi.Fa.: Ford, Julia Ruth (Life Estate); M18 164A / LL281 23/3 Current Property Owner: Ford, Julia Ruth (Life Estate) & Chasse, Chelsea Ford Rex Ford, Charlene Ellen (Remainderman) Reference Deed: 2351/54 Property Description: All and only that parcel of land designated as Tax Parcel M18 164A, lying and being in Land Lot 281 of the 23rd Land District, 3rd Section, Floyd County, Georgia, containing 14.35 acres, more or less, — [136, 1041, 261, 1105]
category-code: 8077 — [5, 33, 23, 43]
notice-body: IN RE: ESTATE OF Kenneth Wells Childress DECEASED ESTATE NO. 25E00297 PETITION FOR LETTERS OF ADMINISTRATION NOTICE TO: Tonia Grier And to whom it may concern: Tammy C. Lowe has petitioned to be appointed Administrator(s) of the estate of Kenneth Wells Childress deceased, of said County. (The Petitioner has also applied for waiver of bond, waiver of reports, waiver of statements, and/or grant of certain powers contained in O.C.G.A. 53-12-261.) All interested parties are hereby notified to show cause why said petition should not be granted. All objections to the petition must be in writing, setting forth the grounds of any such objections, and must be filed with the court on or before August 25, 2025. BE NOTIFIED FURTHER: All objections to the Petition must be in writing, setting forth the grounds of any such objections. All objections should be sworn to before a notary public or before a Probate Court Clerk, and filing fees must be tendered with your objections, unless you qualify to file as an indigent party. Contact Probate Court personnel for the required amount of filing fees. If any objections are filed, a hearing will be scheduled at a later date. If no objections are filed, the petition may be granted without a hearing. — [532, 750, 657, 908]
legal-notice — [664, 518, 789, 694]
column-4 — [400, 30, 525, 1580]
tax-notice-entry — [268, 952, 393, 1040]
tax-notice-entry — [400, 828, 525, 910]
entry-text: Map/Parcel Number: M14 032 Defendant(s) in Fi.Fa.: Gunn, John Evan; M14 032, LL257 23/3 Yates Sub Tr 10 Current Property Owner: Same as Defendant(s) in Fi.Fa. Reference Deed: 2870/1069 Property Description: All and only that parcel of land designated as Tax Parcel M14 032, lying and being in Land Lot 257 of the 23rd Land District, 3rd Section, Floyd County, Georgia, being Tract 10, described in Deed Book 2870, Page 1069, the description contained therein being incorporated herein by this reference, known as 3075 Morrison Campground Road. Years Due: 2023-2024 — [136, 513, 261, 589]
tax-notice-entry — [4, 989, 129, 1071]
column-6 — [664, 30, 789, 1580]
entry-file-number: File #: 184 — [4, 396, 30, 403]
column-3 — [268, 30, 393, 1580]
entry-text: Map/Parcel Number: M13 081 Defendant(s) in Fi.Fa.: Rhodes, Aimee Lynn Nicholas; M13 081, LL 257 23/3 Current Property Owner: Same as Defendant(s) in Fi.Fa. Reference Deed: 2709/777 Property Description: All and only that parcel of land designated as Tax Parcel M13 081, lying and being in Land Lot 257 of the 23rd Land District, 3rd Section, Floyd County, Georgia, described in Deed Book 2709, Page 777, the description contained therein being incorporated herein by this reference, known as 1829 Morrison Campground Road. Years Due: 2023-2024 — [136, 242, 261, 319]
notice-number: RN4060 — [452, 940, 473, 947]
tax-notice-entry — [400, 912, 525, 918]
notice-body: RE: ESTATE OF Melvin Whittemore (FORMER GUARDIAN) Date of Publication, if any: 8/8/25 TO WHOM IT MAY CONCERN and all interested parties The conservator(s) of the above estate, have applied for Discharge from said trust. This is to notify the above interested party(ies) to show cause, if any they can, why said conservator(s) should not be discharged from office and all liability. All objections must be in writing, setting forth the grounds of any such objections, and filed with the above Probate Court, at 3 Government Plaza, Ste. 201, Rome, GA 30161 on or before September 8, 2025, said date being more than 30 days from the date of publication, or if personally served, then 10 days from the date of such service. All pleadings must be signed before a notary public or probate court clerk, and filing fees must be tendered with your objections, unless you qualify to file as an indigent party. Contact probate court personnel at the below address/telephone number for the required amount of filing fees. If any objections are filed, a hearing will be scheduled at a later date. If no objections are filed, the petition may be granted without a hearing. — [664, 717, 789, 862]
tax-notice-entry — [136, 417, 261, 505]
tax-notice-entry — [400, 100, 525, 194]
notice-signature: STEVEN R BURKHALTER Judge of the Probate Court By: Kay Casey Clerk/Deputy Clerk-Probate Court 3 Government Plaza, Ste. 201 Rome, Georgia 30161 — [664, 464, 787, 490]
tax-notice-entry — [268, 1042, 393, 1073]
entry-file-number: File #: 228 — [136, 951, 162, 958]
entry-text: Map/Parcel Number: M18 007H Defendant(s) in Fi.Fa.: Reel, Shelby; M18 007H / LL314 23/3 PT Lt 2 Bailey Est Current Property Owner: Same as Defendant(s) in Fi.Fa. Reference Deed: 2419/598 Property Description: All and only that parcel of land designated as Tax Parcel M18 007H, lying and being in Land Lot 314 of the 23rd Land District, 3rd Section, Floyd County, Georgia, containing 2.656 acres, more or less, being a part of Lot 2, Bailey Estate, described in Deed Book 2419, Page 598, the description contained therein being incorporated herein by this reference, known as 1439 Bailey Road. Years Due: 2023-2024 — [136, 867, 261, 950]
entry-text: Map/Parcel Number: M10Z 024 Defendant(s) in Fi.Fa.: Sherman, Wayde C & Nelosia V; M10Z 024, Tr 10 Jack Dickey Prop P531-1015&D37 Current Property Owner: Sherman, Melessia Reference Deed: 2256/178; 2864/1324 Property Description: All and only that parcel of land designated as Tax Parcel M10Z 024, lying and being in Land Lot 298 of the 24th Land District, 3rd Section, Floyd County, Georgia, containing 1.56 acres, more or less, being Tract 10, shown in Plat Book 31, Page 117, described in Deed Book 2864, Page 1324, the description contained therein being incorporated herein by this reference, known as 1091 Rush Chapel Road. Years Due: 2023-2024 — [4, 725, 129, 814]
entry-file-number: File #: 245 — [268, 777, 294, 784]
tax-notice-entry — [400, 467, 525, 555]
legal-notice — [532, 937, 657, 1082]
entry-file-number: File #: 180 — [4, 131, 30, 138]
notice-number: RN4139 — [584, 936, 605, 943]
entry-text: that parcel of land designated as Tax Parcel N11 042, lying and being in Land Lot 21 of the 22nd Land District, 3rd Section, Floyd County, Georgia, being Lot 167, Shannon Oaks Subdivision, shown in Plat Book 16, Page 110, described in Deed Book 2694, Page 1111, the description contained therein being incorporated herein by this reference, known as 198 O'Moore Road. Years Due: 2023-2024 — [400, 48, 525, 99]
entry-text: Map/Parcel Number: N10 090A Defendant(s) in Fi.Fa.: O'Neal, Michael Ray; N10 090A, LT256 Shannon Oaks PB16-100 LL12&13 Current Property Owner: Same as Defendant(s) in Fi.Fa. Reference Deed: 2788/793 Property Description: All and only that parcel of land designated as Tax Parcel N10 090A, lying and being in Land Lot 11 of the 15th Land District, 3rd Section, Floyd County, Georgia, containing 5.00 acres, more or less, being Tract 2 described in Deed Book 2788, Page 793, the description contained therein being incorporated herein by this reference, known as Burks Way. Years Due: 2023-2024 — [268, 867, 393, 950]
tax-notice-entry — [268, 48, 393, 73]
entry-text: Map/Parcel Number: N13 225 Defendant(s) in Fi.Fa.: Vannoy, Paul & Sonia Vinson; N13 225, PT 4 & PT5 P311-137 LL258 23/3 Current Property Owner: Same as Defendant(s) in Fi.Fa. Reference Deed: 1383/252 Property Description: All and only that parcel of land designated as Tax Parcel N13 225, lying and being in Land Lot 258 of the 23rd Land District, 3rd Section, Floyd County, Georgia, being a portion of Lots 4 & 5, described in Deed Book 1383, Page 252, the description contained therein being incorporated herein by this reference, known as 44 Meaddan Way. Years Due: 2023-2024 — [400, 834, 525, 910]
notice-court: IN THE PROBATE COURT COUNTY OF FLOYD STATE OF GEORGIA Citation — [668, 704, 785, 717]
entry-text: Defendant(s) in Fi.Fa.: American Remus (Estate) 1/2 & / 009 085 Current Property Owner: Jones, Justin G; Vanmeter, Laura K & American Remus Reference Deed: 2151/1270; 2371/39 Property Description: All and only that parcel of land designated as Tax Parcel M09 085, lying and being in Land Lot 214 of the 24th Land District, 3rd Section, Floyd County, Georgia, containing 22.06 acres, more or less, as described in Deed Book 2155, Page 1270, the description contained therein being incorporated herein by reference, known as 310 West Pool Road NE. Years Due: 2023-2024 — [4, 54, 129, 130]
entry-file-number: File #: 183 — [4, 312, 30, 319]
column-1 — [4, 30, 129, 1580]
entry-file-number: File #: 195 — [4, 905, 30, 912]
entry-text: Map/Parcel Number: N11 111 Defendant(s) in Fi.Fa.: Wheeler, Gladys; N11 111, Pt 7 Shannon Oaks 16-42 Current Property Owner: Same as Defendant(s) in Fi.Fa. Reference Deed: 1496/688 Property Description: All and only that parcel of land designated as Tax Parcel N11 111, lying and being in Land Lot 8 of the 15th Land District, 3rd Section, Floyd County, Georgia, being a portion of Parcel 7, Shannon Oaks Subdivision, shown in Plat Book 16, Page 45 and being a portion of property described in Deed Book 1496, Page 688, the description contained therein being incorporated herein by this reference, known as 115 Stoney Way. Years Due: 2023-2024 — [400, 203, 525, 291]
tax-notice-entry — [400, 731, 525, 825]
category-title: Tax Notice — [219, 33, 260, 43]
category-code: 8088 — [533, 33, 551, 43]
notice-body: IN RE: ESTATE OF Mary Evans, DECEASED ESTATE NO. 25E00307 PETITION FOR LETTERS OF ADMINISTRATION NOTICE TO: ALL INTERESTED PARTIES And to whom it may concern: Ken Pennell Irvin has petitioned to be appointed Administrator(s) of the estate of John Gordon Irvin deceased, of said County. (The Petitioner has also applied for waiver of bond, waiver of reports, waiver of statements, and/or grant of certain powers contained in O.C.G.A. 53-12-261.) All interested parties are hereby notified to show cause why said petition should not be granted. All objections to the petition must be in writing, setting forth the grounds of any such objections, and must be filed with the court on or before 8/31, 2025. BE NOTIFIED FURTHER: All objections to the Petition must be in writing, setting forth the grounds of any such objections. All objections should be sworn to before a notary public or before a Probate Court Clerk, and filing fees must be tendered with your objections, unless you qualify to file as an indigent party. Contact Probate Court personnel for the required amount of filing fees. If any objections are filed, a — [400, 958, 525, 1110]
category-header-probate-admin — [532, 30, 657, 45]
tax-notice-entry — [136, 591, 261, 673]
tax-notice-entry — [4, 905, 129, 987]
entry-list — [268, 48, 393, 1073]
entry-file-number: File #: 259 — [400, 196, 426, 203]
